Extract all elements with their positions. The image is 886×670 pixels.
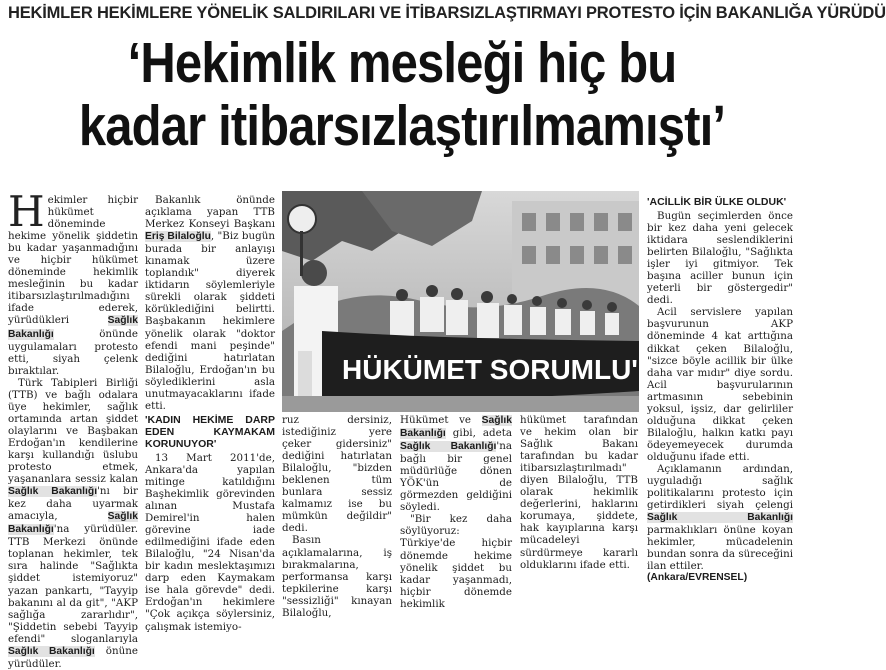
column-5 bbox=[520, 414, 638, 571]
col2-paragraph-2: 13 Mart 2011'de, Ankara'da yapılan mitinge katıldığını Başhekimlik görevinden alınan Mustafa Demirel'in halen görevine iade edilmediğini ifade eden Bilaloğlu, "24 Nisan'da bir kadın meslektaşımızı darp eden Kaymakam ise hala görevde" dedi. Erdoğan'ın hekimlere "Çok açıkça söylersiniz, çalışmak istemiyo- bbox=[145, 451, 275, 633]
byline-credit: (Ankara/EVRENSEL) bbox=[647, 572, 748, 584]
highlight-ministry: Sağlık Bakanlığı bbox=[8, 315, 138, 340]
col5-paragraph-1: hükümet tarafından ve hekim olan bir Sağlık Bakanı tarafından bu kadar itibarsızlaştırılmadı" diyen Bilaloğlu, TTB olarak hekimlik değerlerini, haklarını korumaya, şiddete, hak kayıplarına karşı mücadeleyi sürdürmeye kararlı olduklarını ifade etti. bbox=[520, 414, 638, 571]
headline-line-1: ‘Hekimlik mesleği hiç bu bbox=[127, 31, 677, 95]
column-4 bbox=[400, 414, 512, 610]
column-3 bbox=[282, 414, 392, 619]
col4-paragraph-2: "Bir kez daha söylüyoruz: Türkiye'de hiçbir dönemde hekime yönelik şiddet bu kadar yaşanmadı, hiçbir dönemde hekimlik bbox=[400, 513, 512, 610]
col1-paragraph-2: Türk Tabipleri Birliği (TTB) ve bağlı odalara üye hekimler, sağlık ortamında artan şiddet olaylarını ve Başbakan Erdoğan'ın kendilerine karşı kullandığı üslubu protesto etmek, yaşananlara sessiz kalan Sağlık Bakanlığı'nı bir kez daha uyarmak amacıyla, Sağlık Bakanlığı'na yürüdüler. TTB Merkezi önünde toplanan hekimler, tek sıra halinde "Sağlıkta şiddet istemiyoruz" yazan pankartı, "Tayyip bakanını al da git", "AKP sağlığa zararlıdır", "Şiddetin sebebi Tayyip efendi" sloganlarıyla Sağlık Bakanlığı önüne yürüdüler. bbox=[8, 376, 138, 670]
col2-paragraph-1: Bakanlık önünde açıklama yapan TTB Merkez Konseyi Başkanı Eriş Bilaloğlu, "Biz bugün burada bir anlayışı kınamak üzere toplandık" diyerek iktidarın söylemleriyle sürekli olarak şiddeti körüklediğini belirtti. Başbakanın hekimlere yönelik olarak "doktor efendi mani peşinde" dediğini hatırlatan Bilaloğlu, Erdoğan'ın bu söylediklerini asla unutmayacaklarını ifade etti. bbox=[145, 194, 275, 412]
headline bbox=[61, 32, 742, 158]
col1-paragraph-1: Hekimler hiçbir hükümet döneminde hekime yönelik şiddetin bu kadar yaşanmadığını ve hiçbir hükümet döneminde hekimlik mesleğinin bu kadar itibarsızlaştırılmadığını ifade ederek, yürüdükleri Sağlık Bakanlığı önünde uygulamaları protesto etti, siyah çelenk bıraktılar. bbox=[8, 187, 138, 377]
headline-line-2: kadar itibarsızlaştırılmamıştı’ bbox=[78, 94, 726, 158]
protest-photo-illustration bbox=[282, 191, 679, 412]
col6-paragraph-3: Açıklamanın ardından, uyguladığı sağlık politikalarını protesto için getirdikleri siyah çelengi Sağlık Bakanlığı parmaklıkları önüne koyan hekimler, mücadelenin bundan sonra da süreceğini ilan ettiler. bbox=[647, 462, 793, 573]
highlight-name: Eriş Bilaloğlu bbox=[145, 231, 211, 243]
banner-text: HÜKÜMET SORUMLU'DA bbox=[342, 354, 679, 385]
column-2 bbox=[145, 194, 275, 633]
kicker: HEKİMLER HEKİMLERE YÖNELİK SALDIRILARI VE İTİBARSIZLAŞTIRMAYI PROTESTO İÇİN BAKANLIĞA YÜRÜDÜ bbox=[8, 4, 886, 22]
col6-paragraph-1: Bugün seçimlerden önce bir kez daha yeni gelecek iktidara seslendiklerini belirten Bilaloğlu, "Sağlıkta işler iyi gitmiyor. Tek başına aciller bunun için yeterli bir göstergedir" dedi. bbox=[647, 210, 793, 307]
col3-paragraph-2: Basın açıklamalarına, iş bırakmalarına, performansa karşı tepkilerine karşı "sessizliği" kınayan Bilaloğlu, bbox=[282, 534, 392, 619]
col3-paragraph-1: ruz dersiniz, istediğiniz yere çeker gidersiniz" dediğini hatırlatan Bilaloğlu, "bizden beklenen tüm bunlara sessiz kalmamız ise bu mümkün değildir" dedi. bbox=[282, 414, 392, 535]
protest-photo bbox=[282, 191, 679, 412]
column-6 bbox=[647, 194, 793, 584]
col4-paragraph-1: Hükümet ve Sağlık Bakanlığı gibi, adeta Sağlık Bakanlığı'na bağlı bir genel müdürlüğe dönen YÖK'ün de görmezden geldiğini söyledi. bbox=[400, 414, 512, 514]
col2-subhead: 'KADIN HEKİME DARP EDEN KAYMAKAM KORUNUYOR' bbox=[145, 413, 275, 450]
col6-paragraph-2: Acil servislere yapılan başvurunun AKP döneminde 4 kat arttığına dikkat çeken Bilaloğlu, "sizce böyle acillik bir ülke daha var mıdır" diye sordu. Acil başvurularının artmasının sebebinin yoksul, işsiz, dar gelirliler olduğuna dikkat çeken Bilaloğlu, halkın katkı payı ödeyemeyecek durumda olduğunu ifade etti. bbox=[647, 306, 793, 463]
col6-subhead: 'ACİLLİK BİR ÜLKE OLDUK' bbox=[647, 196, 787, 208]
drop-cap: H bbox=[8, 187, 45, 236]
column-1 bbox=[8, 187, 138, 670]
